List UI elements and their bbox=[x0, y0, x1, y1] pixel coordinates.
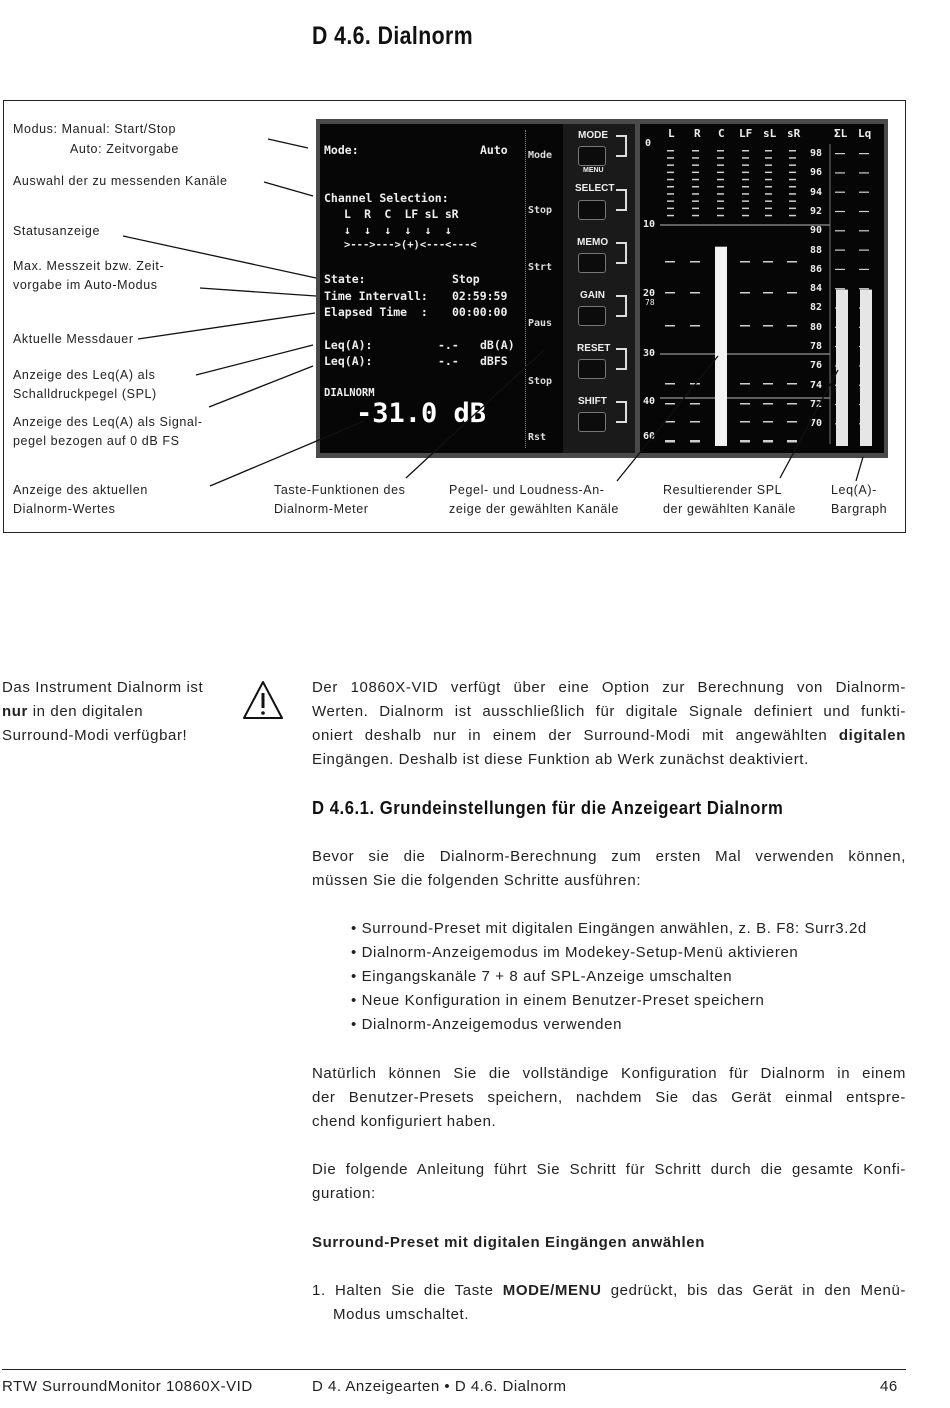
callout-channels: Auswahl der zu messenden Kanäle bbox=[13, 174, 228, 188]
intro-line3 bbox=[312, 724, 906, 748]
callout-level-2: zeige der gewählten Kanäle bbox=[449, 502, 619, 516]
callout-duration: Aktuelle Messdauer bbox=[13, 332, 134, 346]
callout-leq-spl-1: Anzeige des Leq(A) als bbox=[13, 368, 156, 382]
softkey-stop[interactable]: Stop bbox=[528, 205, 553, 216]
meter-ch-lf: LF bbox=[739, 127, 753, 140]
callout-spl-1: Resultierender SPL bbox=[663, 483, 783, 497]
callout-keys-1: Taste-Funktionen des bbox=[274, 483, 406, 497]
callout-dialnorm-2: Dialnorm-Wertes bbox=[13, 502, 116, 516]
bullet-item: • Dialnorm-Anzeigemodus verwenden bbox=[351, 1016, 623, 1033]
lcd-state-value: Stop bbox=[452, 272, 480, 286]
scale-left-78: 78 bbox=[645, 298, 655, 307]
scale-left-40: 40 bbox=[643, 396, 656, 407]
callout-mode-line2: Auto: Zeitvorgabe bbox=[70, 142, 179, 156]
intro-line2: Werten. Dialnorm ist ausschließlich für digitale Signale definiert und funkti- bbox=[312, 703, 906, 720]
callout-maxtime-2: vorgabe im Auto-Modus bbox=[13, 278, 158, 292]
bullet-item: • Eingangskanäle 7 + 8 auf SPL-Anzeige umschalten bbox=[351, 968, 733, 985]
scale-right-label: 90 bbox=[810, 225, 823, 237]
step1-text-a: 1. Halten Sie die Taste bbox=[312, 1282, 503, 1299]
hw-gain-label: GAIN bbox=[580, 290, 605, 301]
softkey-mode[interactable]: Mode bbox=[528, 150, 553, 161]
softkey-start[interactable]: Strt bbox=[528, 262, 553, 273]
sidebar-note-line2-rest: in den digitalen bbox=[27, 703, 144, 720]
meter-ch-sl: sL bbox=[763, 127, 777, 140]
para4-line1: Die folgende Anleitung führt Sie Schritt für Schritt durch die gesamte Konfi- bbox=[312, 1161, 906, 1178]
footer-rule bbox=[2, 1369, 906, 1370]
warning-triangle-icon bbox=[241, 679, 285, 721]
footer-page-number: 46 bbox=[880, 1378, 898, 1395]
meter-ch-l: L bbox=[668, 127, 675, 140]
lcd-mode-value: Auto bbox=[480, 143, 508, 157]
scale-right-label: 78 bbox=[810, 341, 823, 352]
bullet-item: • Neue Konfiguration in einem Benutzer-Preset speichern bbox=[351, 992, 765, 1009]
page-title: D 4.6. Dialnorm bbox=[312, 22, 474, 50]
callout-maxtime-1: Max. Messzeit bzw. Zeit- bbox=[13, 259, 165, 273]
lcd-leq1-unit: dB(A) bbox=[480, 338, 515, 352]
footer-product: RTW SurroundMonitor 10860X-VID bbox=[2, 1378, 253, 1395]
scale-left-30: 30 bbox=[643, 348, 656, 359]
para3-line1: Natürlich können Sie die vollständige Konfiguration für Dialnorm in einem bbox=[312, 1065, 906, 1082]
lcd-elapsed-value: 00:00:00 bbox=[452, 305, 508, 319]
meter-ch-r: R bbox=[694, 127, 701, 140]
step1-text-b: gedrückt, bis das Gerät in den Menü- bbox=[601, 1282, 906, 1299]
meter-sum-label: ΣL bbox=[834, 127, 848, 140]
scale-right-label: 96 bbox=[810, 167, 823, 179]
lcd-dialnorm-label: DIALNORM bbox=[324, 387, 375, 399]
lcd-dialnorm-value: -31.0 dB bbox=[356, 398, 487, 429]
scale-right-label: 76 bbox=[810, 360, 823, 372]
lcd-interval-value: 02:59:59 bbox=[452, 289, 508, 303]
sub-heading: Surround-Preset mit digitalen Eingängen anwählen bbox=[312, 1234, 706, 1251]
sidebar-note-line2 bbox=[2, 700, 143, 724]
lcd-leq2-unit: dBFS bbox=[480, 354, 508, 368]
step1-line1 bbox=[312, 1279, 906, 1303]
para3-line2: der Benutzer-Presets speichern, nachdem Sie das Gerät einmal entspre- bbox=[312, 1089, 906, 1106]
para2-line1: Bevor sie die Dialnorm-Berechnung zum ersten Mal verwenden können, bbox=[312, 848, 906, 865]
callout-leq-sig-2: pegel bezogen auf 0 dB FS bbox=[13, 434, 180, 448]
lcd-routing: >--->--->(+)<---<---< bbox=[344, 239, 477, 251]
lcd-leq1-label: Leq(A): bbox=[324, 338, 373, 352]
scale-right-label: 70 bbox=[810, 418, 823, 430]
callout-spl-2: der gewählten Kanäle bbox=[663, 502, 796, 516]
scale-left-10: 10 bbox=[643, 219, 656, 230]
callout-keys-2: Dialnorm-Meter bbox=[274, 502, 369, 516]
meter-lq-label: Lq bbox=[858, 127, 872, 140]
meter-ch-sr: sR bbox=[787, 127, 801, 140]
lcd-channel-selection: Channel Selection: bbox=[324, 191, 449, 205]
footer-section: D 4. Anzeigearten • D 4.6. Dialnorm bbox=[312, 1378, 567, 1395]
lcd-mode-label: Mode: bbox=[324, 143, 359, 157]
scale-right-label: 92 bbox=[810, 205, 823, 217]
hw-reset-label: RESET bbox=[577, 343, 611, 354]
scale-right-label: 98 bbox=[810, 148, 823, 159]
intro-line1: Der 10860X-VID verfügt über eine Option zur Berechnung von Dialnorm- bbox=[312, 679, 906, 696]
callout-leq-sig-1: Anzeige des Leq(A) als Signal- bbox=[13, 415, 203, 429]
scale-right-label: 80 bbox=[810, 321, 823, 333]
scale-right-label: 84 bbox=[810, 283, 823, 295]
lcd-leq1-value: -.- bbox=[438, 338, 459, 352]
para3-line3: chend konfiguriert haben. bbox=[312, 1113, 497, 1130]
callout-lines bbox=[0, 0, 950, 540]
hw-shift-label: SHIFT bbox=[578, 396, 607, 407]
callout-dialnorm-1: Anzeige des aktuellen bbox=[13, 483, 148, 497]
callout-bargraph-1: Leq(A)- bbox=[831, 483, 877, 497]
scale-right-label: 86 bbox=[810, 263, 823, 275]
bullet-item: • Surround-Preset mit digitalen Eingängen anwählen, z. B. F8: Surr3.2d bbox=[351, 920, 867, 937]
lcd-state-label: State: bbox=[324, 272, 366, 286]
hw-memo-label: MEMO bbox=[577, 237, 609, 248]
lcd-channel-arrows: ↓ ↓ ↓ ↓ ↓ ↓ bbox=[344, 223, 452, 237]
sidebar-note-line3: Surround-Modi verfügbar! bbox=[2, 727, 188, 744]
callout-leq-spl-2: Schalldruckpegel (SPL) bbox=[13, 387, 157, 401]
lcd-channel-list: L R C LF sL sR bbox=[344, 207, 459, 221]
callout-level-1: Pegel- und Loudness-An- bbox=[449, 483, 605, 497]
sidebar-note-line1: Das Instrument Dialnorm ist bbox=[2, 679, 204, 696]
step1-key: MODE/MENU bbox=[502, 1282, 602, 1299]
softkey-stop-2[interactable]: Stop bbox=[528, 376, 553, 387]
intro-line4: Eingängen. Deshalb ist diese Funktion ab Werk zunächst deaktiviert. bbox=[312, 751, 809, 768]
sidebar-note-bold: nur bbox=[2, 703, 28, 720]
lcd-leq2-label: Leq(A): bbox=[324, 354, 373, 368]
scale-right-label: 94 bbox=[810, 186, 823, 198]
lcd-elapsed-label: Elapsed Time : bbox=[324, 305, 428, 319]
intro-line3-bold: digitalen bbox=[838, 727, 906, 744]
step1-line2: Modus umschaltet. bbox=[333, 1306, 470, 1323]
scale-right-label: 88 bbox=[810, 244, 823, 256]
callout-status: Statusanzeige bbox=[13, 224, 101, 238]
callout-mode-line1: Modus: Manual: Start/Stop bbox=[13, 122, 176, 136]
intro-line3-text: oniert deshalb nur in einem der Surround-Modi mit angewählten bbox=[312, 727, 839, 744]
hw-select-label: SELECT bbox=[575, 183, 615, 194]
hw-mode-sublabel: MENU bbox=[583, 167, 604, 174]
scale-right-label: 82 bbox=[810, 302, 823, 314]
scale-right-label: 72 bbox=[810, 398, 823, 410]
scale-left-60: 60 bbox=[643, 431, 656, 442]
bullet-item: • Dialnorm-Anzeigemodus im Modekey-Setup-Menü aktivieren bbox=[351, 944, 799, 961]
para2-line2: müssen Sie die folgenden Schritte ausführen: bbox=[312, 872, 642, 889]
softkey-reset[interactable]: Rst bbox=[528, 432, 547, 443]
scale-left-20: 20 bbox=[643, 288, 656, 299]
meter-ch-c: C bbox=[718, 127, 725, 140]
para4-line2: guration: bbox=[312, 1185, 376, 1202]
softkey-pause[interactable]: Paus bbox=[528, 318, 553, 329]
lcd-interval-label: Time Intervall: bbox=[324, 289, 428, 303]
lcd-leq2-value: -.- bbox=[438, 354, 459, 368]
callout-bargraph-2: Bargraph bbox=[831, 502, 888, 516]
section-heading: D 4.6.1. Grundeinstellungen für die Anzeigeart Dialnorm bbox=[312, 797, 784, 818]
hw-mode-label: MODE bbox=[578, 130, 608, 141]
scale-right-label: 74 bbox=[810, 379, 823, 391]
scale-left-0: 0 bbox=[645, 138, 652, 149]
